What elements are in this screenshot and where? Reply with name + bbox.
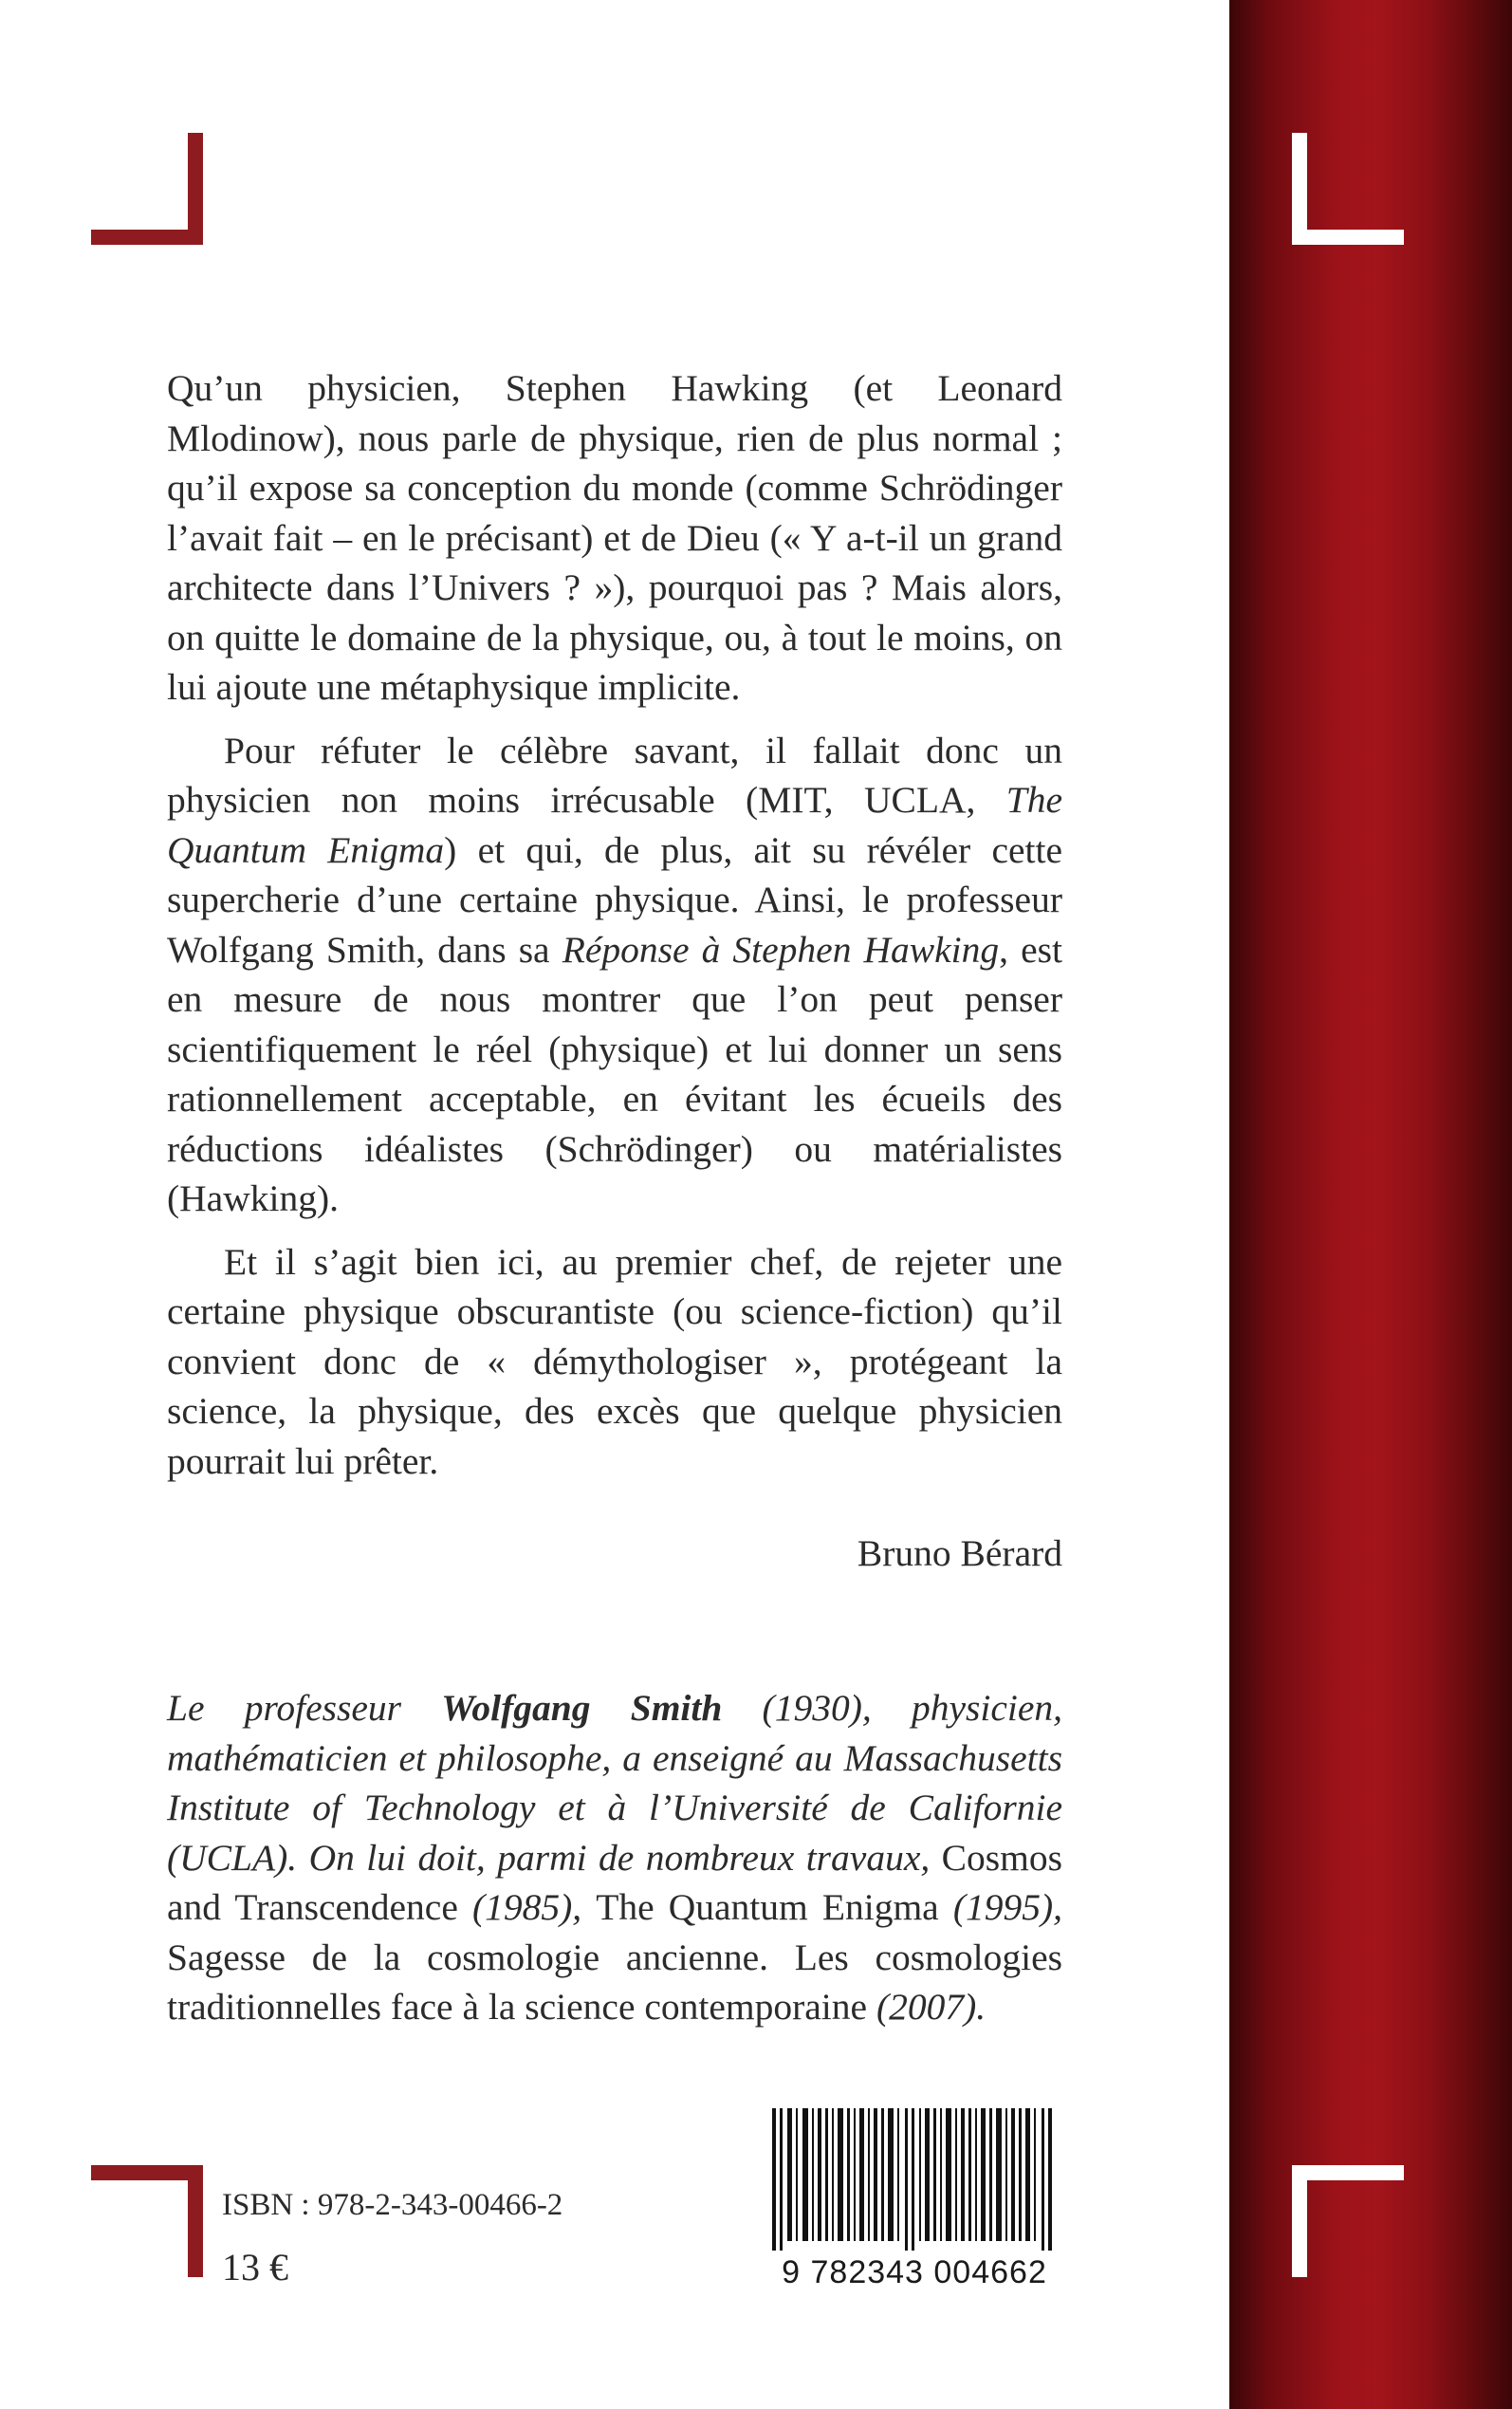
corner-mark-top-left bbox=[91, 133, 203, 245]
author-bio: Le professeur Wolfgang Smith (1930), physicien, mathématicien et philosophe, a enseigné au Massachusetts Institute of Technology et à l’Université de Californie (UCLA). On lui doit, parmi de nombreux travaux, Cosmos and Transcendence (1985), The Quantum Enigma (1995), Sagesse de la cosmologie ancienne. Les cosmologies traditionnelles face à la science contemporaine (2007). bbox=[167, 1687, 1062, 2028]
spine-mark-top bbox=[1292, 133, 1404, 245]
corner-mark-bottom-left bbox=[91, 2165, 203, 2277]
blurb bbox=[167, 363, 1062, 1499]
author-signature: Bruno Bérard bbox=[857, 1532, 1062, 1574]
barcode-digits: 9 782343 004662 bbox=[782, 2254, 1047, 2290]
spine-mark-bottom bbox=[1292, 2165, 1404, 2277]
blurb-paragraph-1: Qu’un physicien, Stephen Hawking (et Leonard Mlodinow), nous parle de physique, rien de plus normal ; qu’il expose sa conception du monde (comme Schrödinger l’avait fait – en le précisant) et de Dieu (« Y a-t-il un grand architecte dans l’Univers ? »), pourquoi pas ? Mais alors, on quitte le domaine de la physique, ou, à tout le moins, on lui ajoute une métaphysique implicite. bbox=[167, 367, 1062, 708]
blurb-paragraph-3: Et il s’agit bien ici, au premier chef, de rejeter une certaine physique obscurantiste (ou science-fiction) qu’il convient donc de « démythologiser », protégeant la science, la physique, des excès que quelque physicien pourrait lui prêter. bbox=[167, 1240, 1062, 1482]
barcode bbox=[766, 2106, 1062, 2296]
book-spine bbox=[1229, 0, 1512, 2409]
isbn-label: ISBN : 978-2-343-00466-2 bbox=[222, 2188, 563, 2222]
price-label: 13 € bbox=[222, 2246, 288, 2289]
blurb-paragraph-2: Pour réfuter le célèbre savant, il fallait donc un physicien non moins irrécusable (MIT, UCLA, The Quantum Enigma) et qui, de plus, ait su révéler cette supercherie d’une certaine physique. Ainsi, le professeur Wolfgang Smith, dans sa Réponse à Stephen Hawking, est en mesure de nous montrer que l’on peut penser scientifiquement le réel (physique) et lui donner un sens rationnellement acceptable, en évitant les écueils des réductions idéalistes (Schrödinger) ou matérialistes (Hawking). bbox=[167, 729, 1063, 1219]
